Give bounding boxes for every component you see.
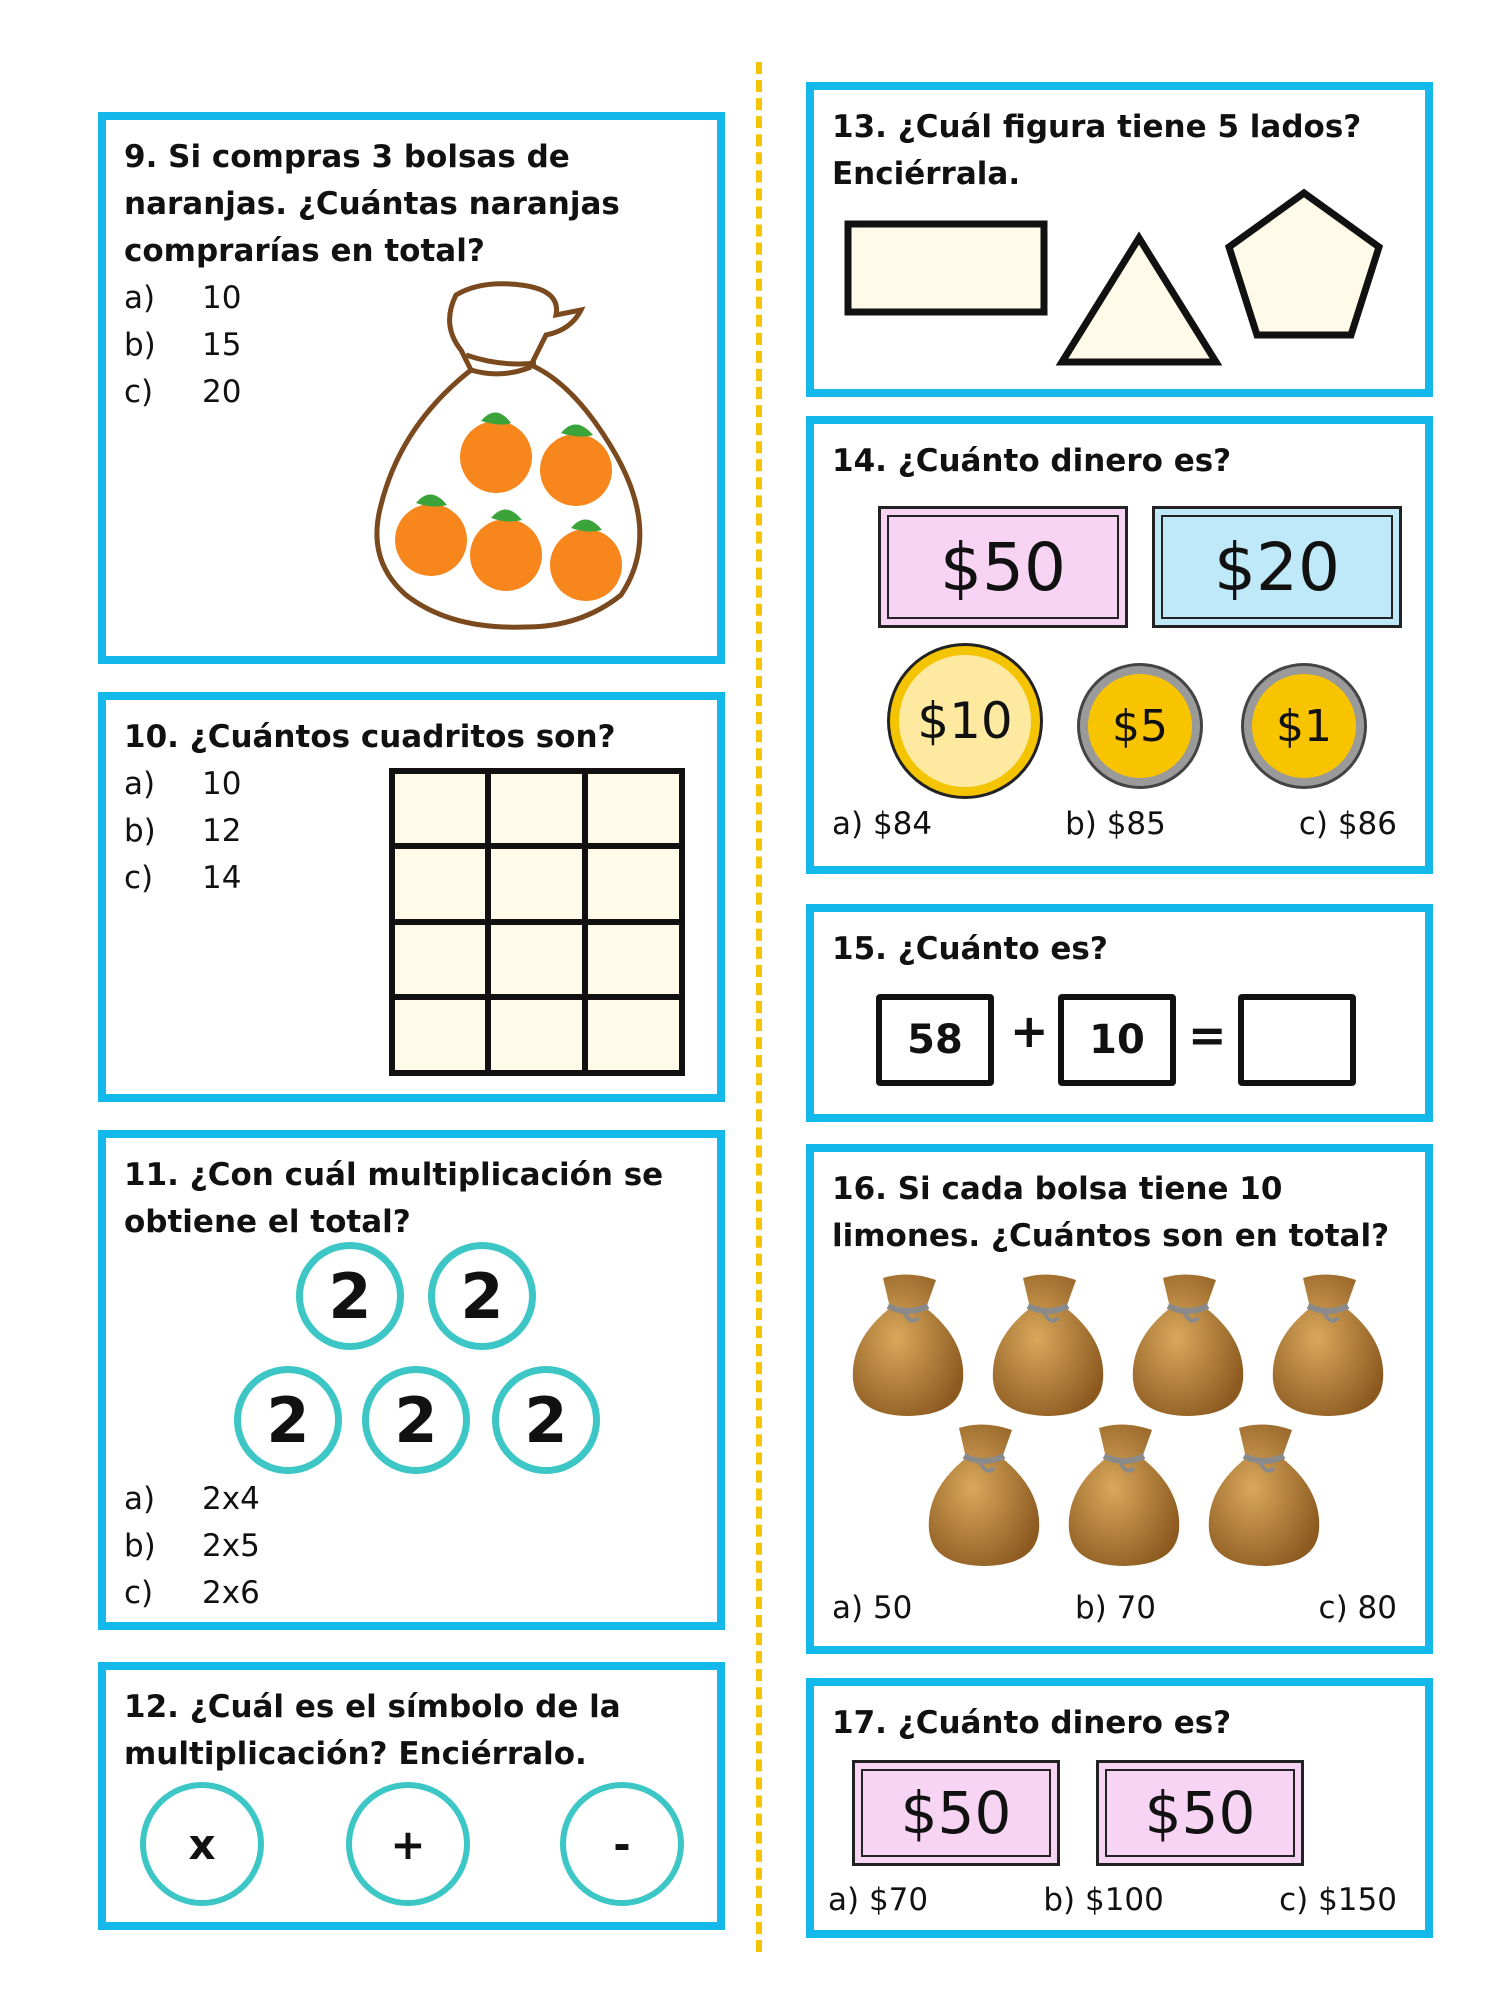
coin-5: $5 — [1080, 666, 1200, 786]
question-13-card — [806, 82, 1433, 397]
bill-20: $20 — [1152, 506, 1402, 628]
option-c[interactable]: c) 14 — [124, 860, 242, 896]
bill-50: $50 — [878, 506, 1128, 628]
question-10-card — [98, 692, 725, 1102]
number-circle: 2 — [428, 1242, 536, 1350]
option-b[interactable]: b) 70 — [1074, 1590, 1157, 1626]
bill-50: $50 — [852, 1760, 1060, 1866]
triangle-icon[interactable] — [1054, 230, 1224, 370]
question-9-card — [98, 112, 725, 664]
times-symbol-circle[interactable]: x — [140, 1782, 264, 1906]
question-15-card — [806, 904, 1433, 1122]
question-10-options — [124, 761, 241, 902]
question-11-title: 11. ¿Con cuál multiplicación se obtiene el total? — [124, 1157, 664, 1240]
money-sack-icon — [1064, 1420, 1184, 1570]
dashed-divider — [756, 62, 762, 1952]
question-12-title: 12. ¿Cuál es el símbolo de la multiplicación? Enciérralo. — [124, 1689, 621, 1772]
option-a[interactable]: a) $84 — [832, 806, 933, 842]
coin-1: $1 — [1244, 666, 1364, 786]
option-b[interactable]: b) $100 — [1043, 1882, 1164, 1918]
square-grid — [388, 767, 686, 1077]
question-14-card — [806, 416, 1433, 874]
question-17-title: 17. ¿Cuánto dinero es? — [832, 1705, 1232, 1741]
question-17-options — [828, 1882, 1397, 1918]
option-b[interactable]: b) 15 — [124, 327, 242, 363]
question-14-options — [832, 806, 1397, 842]
plus-sign: + — [1010, 1004, 1049, 1058]
option-a[interactable]: a) 10 — [124, 766, 242, 802]
answer-box[interactable] — [1238, 994, 1356, 1086]
question-10-title: 10. ¿Cuántos cuadritos son? — [124, 719, 616, 755]
option-b[interactable]: b) $85 — [1065, 806, 1166, 842]
question-11-card — [98, 1130, 725, 1630]
option-c[interactable]: c) $150 — [1279, 1882, 1397, 1918]
number-circle: 2 — [492, 1366, 600, 1474]
option-a[interactable]: a) 2x4 — [124, 1481, 260, 1517]
pentagon-icon[interactable] — [1219, 185, 1389, 345]
question-16-title: 16. Si cada bolsa tiene 10 limones. ¿Cuántos son en total? — [832, 1171, 1390, 1254]
option-c[interactable]: c) 80 — [1318, 1590, 1397, 1626]
money-sack-icon — [848, 1270, 968, 1420]
question-17-card — [806, 1678, 1433, 1938]
money-sack-icon — [1128, 1270, 1248, 1420]
plus-symbol-circle[interactable]: + — [346, 1782, 470, 1906]
money-sack-icon — [1268, 1270, 1388, 1420]
number-circle: 2 — [296, 1242, 404, 1350]
option-a[interactable]: a) 50 — [832, 1590, 913, 1626]
number-circle: 2 — [234, 1366, 342, 1474]
question-11-options — [124, 1476, 260, 1617]
coin-10: $10 — [890, 646, 1040, 796]
money-sack-icon — [1204, 1420, 1324, 1570]
question-12-card — [98, 1662, 725, 1930]
addend-box-2: 10 — [1058, 994, 1176, 1086]
option-a[interactable]: a) 10 — [124, 280, 242, 316]
option-b[interactable]: b) 12 — [124, 813, 242, 849]
addend-box-1: 58 — [876, 994, 994, 1086]
option-b[interactable]: b) 2x5 — [124, 1528, 260, 1564]
question-14-title: 14. ¿Cuánto dinero es? — [832, 443, 1232, 479]
number-circle: 2 — [362, 1366, 470, 1474]
rectangle-icon[interactable] — [844, 220, 1048, 316]
question-16-card — [806, 1144, 1433, 1654]
equals-sign: = — [1188, 1008, 1227, 1062]
question-9-title: 9. Si compras 3 bolsas de naranjas. ¿Cuántas naranjas comprarías en total? — [124, 139, 620, 269]
option-a[interactable]: a) $70 — [828, 1882, 929, 1918]
money-sack-icon — [924, 1420, 1044, 1570]
question-9-options — [124, 275, 241, 416]
question-16-options — [832, 1590, 1397, 1626]
question-15-title: 15. ¿Cuánto es? — [832, 931, 1108, 967]
question-13-title: 13. ¿Cuál figura tiene 5 lados? Enciérrala. — [832, 109, 1362, 192]
option-c[interactable]: c) 2x6 — [124, 1575, 260, 1611]
money-sack-icon — [988, 1270, 1108, 1420]
bill-50: $50 — [1096, 1760, 1304, 1866]
orange-bag-icon — [361, 275, 691, 635]
option-c[interactable]: c) $86 — [1298, 806, 1397, 842]
minus-symbol-circle[interactable]: - — [560, 1782, 684, 1906]
option-c[interactable]: c) 20 — [124, 374, 242, 410]
